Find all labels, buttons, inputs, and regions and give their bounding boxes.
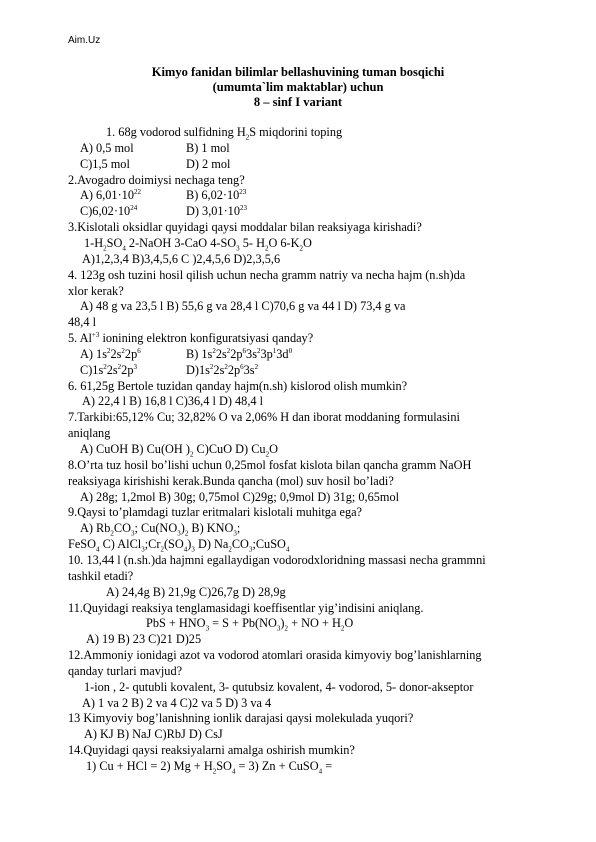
text-line: A) 28g; 1,2mol B) 30g; 0,75mol C)29g; 0,9mol D) 31g; 0,65mol xyxy=(80,489,400,504)
text-line: A) $Rb_2CO_3$; $Cu(NO_3)_2$ B) $KNO_3$; xyxy=(80,521,241,538)
text-line: $1-H_2SO_4$ 2-NaOH 3-CaO $4-SO_3$ 5- $H_2O$ $6-K_2O$ xyxy=(84,235,312,253)
text-line: A) 22,4 l B) 16,8 l C)36,4 l D) 48,4 l xyxy=(82,394,264,409)
text-line: aniqlang xyxy=(68,426,111,441)
title-line-3: 8 – sinf I variant xyxy=(253,95,343,109)
text-line: 14.Quyidagi qaysi reaksiyalarni amalga oshirish mumkin? xyxy=(68,743,355,758)
text-line: 13 Kimyoviy bog’lanishning ionlik darajasi qaysi molekulada yuqori? xyxy=(68,711,414,726)
text-line: PbS + $HNO_3 = S + Pb(NO_3)_2$ + NO + $H_2O$ xyxy=(146,616,354,633)
text-line: A) 1 va 2 B) 2 va 4 C)2 va 5 D) 3 va 4 xyxy=(82,695,272,710)
text-line: 5. $Al^{+3}$ ionining elektron konfiguratsiyasi qanday? xyxy=(68,330,314,346)
title-line-2: (umumta`lim maktablar) uchun xyxy=(212,80,384,94)
text-line: 8.O’rta tuz hosil bo’lishi uchun 0,25mol fosfat kislota bilan qancha gramm NaOH xyxy=(68,457,472,472)
text-line: 9.Qaysi to’plamdagi tuzlar eritmalari kislotali muhitga ega? xyxy=(68,505,363,520)
text-line: A) $6,01\cdot 10^{22}$ B) $6,02\cdot 10^{23}$ xyxy=(80,188,247,203)
text-line: A) 48 g va 23,5 l B) 55,6 g va 28,4 l C)70,6 g va 44 l D) 73,4 g va xyxy=(80,299,406,314)
text-line: A) CuOH B) Cu(OH )$_2$ C)CuO D) $Cu_2O$ xyxy=(80,442,278,459)
text-line: A) $1s^22s^22p^6$ B) $1s^22s^22p^63s^23p^13d^0$ xyxy=(80,346,293,361)
text-line: 1. 68g vodorod sulfidning $H_2S$ miqdorini toping xyxy=(106,125,343,142)
text-line: A) KJ B) NaJ C)RbJ D) CsJ xyxy=(84,727,223,742)
text-line: A) 24,4g B) 21,9g C)26,7g D) 28,9g xyxy=(106,584,286,599)
text-line: $C)6,02\cdot 10^{24}$ D) $3,01\cdot 10^{23}$ xyxy=(80,204,247,219)
text-line: 6. 61,25g Bertole tuzidan qanday hajm(n.sh) kislorod olish mumkin? xyxy=(68,378,408,393)
title-line-1: Kimyo fanidan bilimlar bellashuvining tuman bosqichi xyxy=(151,65,445,79)
text-line: 1) Cu + HCl = 2) $Mg + H_2SO_4 = 3$) Zn + CuSO$_4$ = xyxy=(86,759,333,776)
text-line: reaksiyaga kirishishi kerak.Bunda qancha (mol) suv hosil bo’ladi? xyxy=(68,473,394,488)
site-label: Aim.Uz xyxy=(68,35,101,46)
text-line: xlor kerak? xyxy=(68,283,124,298)
text-line: A) 0,5 mol B) 1 mol xyxy=(80,140,230,155)
text-line: FeSO$_4$ C) $AlCl_3;Cr_2(SO_4)_3$ D) $Na_2CO_3;CuSO_4$ xyxy=(68,537,290,554)
text-line: 2.Avogadro doimiysi nechaga teng? xyxy=(68,172,245,187)
text-line: $C)1s^22s^22p^3$ $D)1s^22s^22p^63s^2$ xyxy=(80,362,259,377)
text-line: tashkil etadi? xyxy=(68,568,134,583)
text-line: 12.Ammoniy ionidagi azot va vodorod atomlari orasida kimyoviy bog’lanishlarning xyxy=(68,648,482,663)
text-line: 4. 123g osh tuzini hosil qilish uchun necha gramm natriy va necha hajm (n.sh)da xyxy=(68,267,466,282)
text-line: 7.Tarkibi:65,12% Cu; 32,82% O va 2,06% H dan iborat moddaning formulasini xyxy=(68,410,460,425)
text-line: C)1,5 mol D) 2 mol xyxy=(80,156,231,171)
text-line: 3.Kislotali oksidlar quyidagi qaysi moddalar bilan reaksiyaga kirishadi? xyxy=(68,220,422,235)
text-line: 11.Quyidagi reaksiya tenglamasidagi koeffisentlar yig’indisini aniqlang. xyxy=(68,600,424,615)
text-line: A) 19 B) 23 C)21 D)25 xyxy=(86,632,202,647)
text-line: A)1,2,3,4 B)3,4,5,6 C )2,4,5,6 D)2,3,5,6 xyxy=(82,251,281,266)
text-line: 48,4 l xyxy=(68,315,97,330)
text-line: 10. 13,44 l (n.sh.)da hajmni egallaydigan vodorodxloridning massasi necha grammni xyxy=(68,552,486,567)
text-line: qanday turlari mavjud? xyxy=(68,663,183,678)
text-line: 1-ion , 2- qutubli kovalent, 3- qutubsiz kovalent, 4- vodorod, 5- donor-akseptor xyxy=(84,679,474,694)
